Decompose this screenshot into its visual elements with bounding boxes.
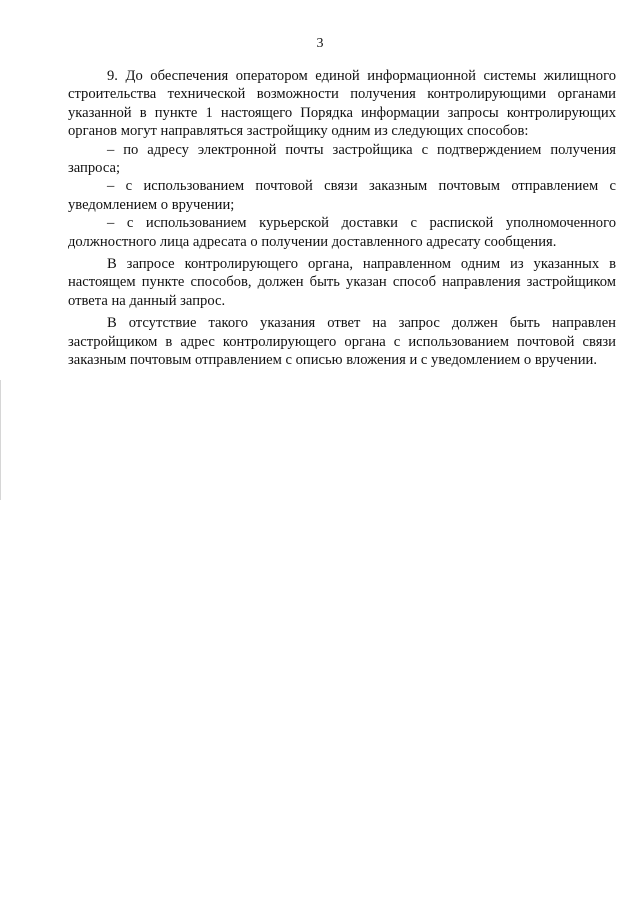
page-number: 3	[316, 36, 324, 51]
list-item-email: – по адресу электронной почты застройщика с подтверждением получения запроса;	[68, 141, 616, 177]
scan-edge-mark	[0, 380, 1, 500]
paragraph-default-method: В отсутствие такого указания ответ на запрос должен быть направлен застройщиком в адрес контролирующего органа с использованием почтовой связи заказным почтовым отправлением с описью вложения и с уведомлением о вручении.	[68, 315, 616, 369]
paragraph-9-intro: 9. До обеспечения оператором единой информационной системы жилищного строительства технической возможности получения контролирующими органами указанной в пункте 1 настоящего Порядка информации запросы контролирующих органов могут направляться застройщику одним из следующих способов:	[68, 68, 616, 140]
list-item-courier: – с использованием курьерской доставки с распиской уполномоченного должностного лица адресата о получении доставленного адресату сообщения.	[68, 215, 616, 250]
list-item-post: – с использованием почтовой связи заказным почтовым отправлением с уведомлением о вручении;	[68, 178, 616, 213]
paragraph-response-method: В запросе контролирующего органа, направленном одним из указанных в настоящем пункте способов, должен быть указан способ направления застройщиком ответа на данный запрос.	[68, 256, 616, 309]
document-body	[68, 67, 616, 370]
